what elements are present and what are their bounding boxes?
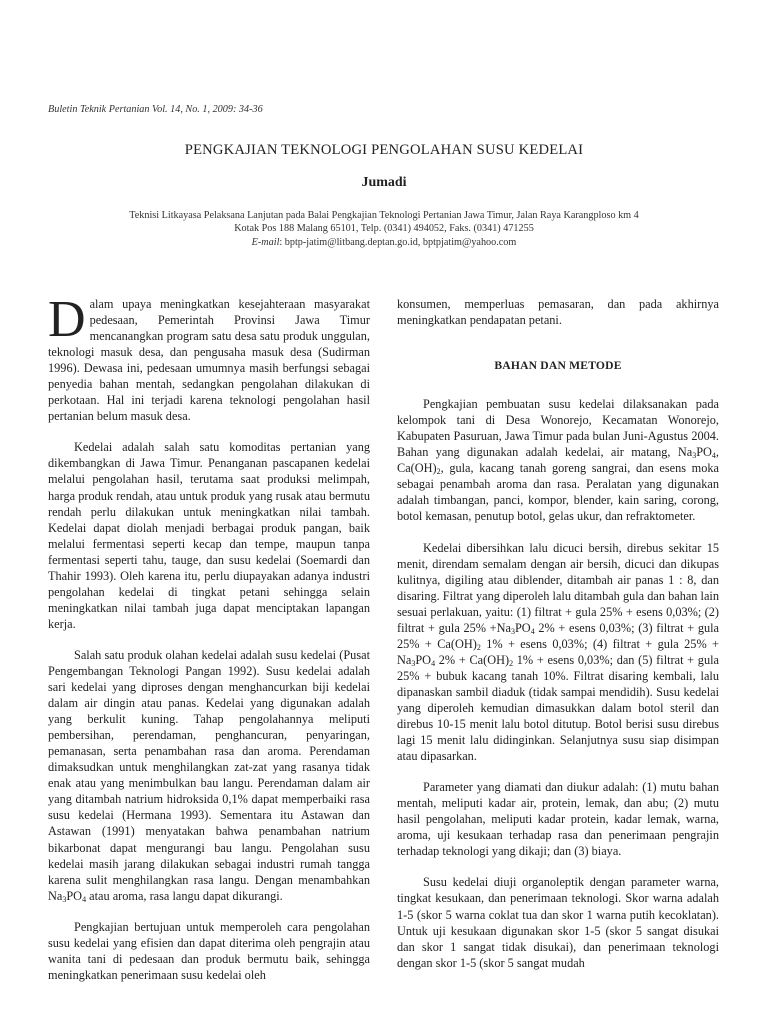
email-label: E-mail bbox=[251, 236, 280, 248]
intro-paragraph-3-text-b: PO bbox=[66, 888, 83, 903]
methods-p2-text-e: PO bbox=[415, 652, 432, 667]
author-name: Jumadi bbox=[361, 175, 407, 190]
drop-cap: D bbox=[48, 291, 86, 348]
methods-p2-text-a: Kedelai dibersihkan lalu dicuci bersih, direbus sekitar 15 menit, direndam semalam dengan air bersih, dicuci dan dikupas kulitnya, digiling atau diblender, ditambah air panas 1 : 8, dan disaring. Filtrat yang diperoleh lalu ditambah gula dan bahan lain sesuai perlakuan, yaitu: (1) filtrat + gula 25% + esens 0,03%; (2) filtrat + gula 25% +Na bbox=[397, 540, 719, 635]
subscript: 4 bbox=[530, 626, 535, 636]
journal-citation: Buletin Teknik Pertanian Vol. 14, No. 1, 2009: 34-36 bbox=[48, 104, 263, 115]
affiliation-email bbox=[60, 236, 708, 249]
left-column bbox=[48, 291, 370, 998]
intro-paragraph-3-text-c: atau aroma, rasa langu dapat dikurangi. bbox=[86, 888, 283, 903]
intro-paragraph-2: Kedelai adalah salah satu komoditas pertanian yang dikembangkan di Jawa Timur. Penanganan pascapanen kedelai melalui pengolahan hasil, terutama saat produksi melimpah, harga produk rendah, atau untuk produk yang rusak atau bermutu rendah perlu dilakukan untuk meningkatkan nilai tambah. Kedelai dapat diolah menjadi berbagai produk pangan, baik melalui fermentasi seperti kecap dan tempe, maupun tanpa fermentasi seperti tahu, tauge, dan susu kedelai (Soemardi dan Thahir 1993). Oleh karena itu, perlu diupayakan adanya industri pengolahan kedelai di tingkat petani sehingga selain meningkatkan nilai tambah juga dapat menciptakan lapangan kerja. bbox=[48, 440, 370, 631]
methods-paragraph-3: Parameter yang diamati dan diukur adalah: (1) mutu bahan mentah, meliputi kadar air, protein, lemak, dan abu; (2) mutu hasil pengolahan, meliputi kadar protein, kadar lemak, warna, aroma, uji kesukaan terhadap rasa dan penerimaan pengrajin terhadap teknologi yang dikaji; dan (3) biaya. bbox=[397, 780, 719, 859]
subscript: 4 bbox=[82, 894, 87, 904]
subscript: 3 bbox=[411, 658, 416, 668]
intro-paragraph-1 bbox=[48, 291, 370, 424]
methods-paragraph-4: Susu kedelai diuji organoleptik dengan parameter warna, tingkat kesukaan, dan penerimaan teknologi. Skor warna adalah 1-5 (skor 5 warna coklat tua dan skor 1 warna putih kecoklatan). Untuk uji kesukaan digunakan skor 1-5 (skor 5 sangat disukai dan skor 1 sangat tidak disukai), dan penerimaan teknologi dengan skor 1-5 (skor 5 sangat mudah bbox=[397, 875, 719, 970]
subscript: 3 bbox=[692, 451, 697, 461]
methods-p2-text-d: 1% + esens 0,03%; (4) filtrat + gula 25% + Na bbox=[397, 636, 719, 667]
methods-p1-text-d: , gula, kacang tanah goreng sangrai, dan esens moka sebagai penambah aroma dan rasa. Peralatan yang digunakan adalah timbangan, panci, kompor, blender, kain saring, corong, botol kemasan, penutup botol, gelas ukur, dan refraktometer. bbox=[397, 461, 719, 524]
subscript: 2 bbox=[509, 658, 514, 668]
intro-paragraph-3-text-a: Salah satu produk olahan kedelai adalah susu kedelai (Pusat Pengembangan Teknologi Pangan 1992). Susu kedelai adalah sari kedelai yang diproses dengan menghancurkan biji kedelai dalam air dingin atau panas. Kedelai yang digunakan adalah yang berkulit kuning. Tahap pengolahannya meliputi pembersihan, perendaman, penghancuran, penyaringan, pemanasan, serta penambahan rasa dan aroma. Perendaman dimaksudkan untuk menghilangkan zat-zat yang rasanya tidak enak atau yang menimbulkan bau langu. Perendaman dalam air yang ditambah natrium hidroksida 0,1% dapat memperbaiki rasa susu kedelai (Hermana 1993). Sementara itu Astawan dan Astawan (1991) menyatakan bahwa penambahan natrium bikarbonat dapat mengurangi bau langu. Pengolahan susu kedelai masih jarang dilakukan sebagai industri rumah tangga karena sulit menghilangkan rasa langu. Dengan menambahkan Na bbox=[48, 647, 370, 903]
author-affiliation bbox=[60, 209, 708, 249]
article-title: PENGKAJIAN TEKNOLOGI PENGOLAHAN SUSU KEDELAI bbox=[184, 142, 584, 158]
methods-p2-text-b: PO bbox=[514, 620, 531, 635]
methods-p2-text-g: 1% + esens 0,03%; dan (5) filtrat + gula 25% + bubuk kacang tanah 10%. Filtrat disaring kembali, lalu dipanaskan sambil diaduk (tidak sampai mendidih). Susu kedelai yang diperoleh kemudian dimasukkan dalam botol steril dan direbus 10-15 menit lalu botol ditutup. Botol berisi susu direbus lagi 15 menit lalu didinginkan. Selanjutnya susu siap disimpan atau dipasarkan. bbox=[397, 652, 719, 764]
methods-p2-text-c: 2% + esens 0,03%; (3) filtrat + gula 25% + Ca(OH) bbox=[397, 620, 720, 651]
methods-p1-text-c: , Ca(OH) bbox=[397, 445, 719, 476]
subscript: 3 bbox=[62, 894, 67, 904]
email-value: : bptp-jatim@litbang.deptan.go.id, bptpjatim@yahoo.com bbox=[279, 236, 517, 248]
subscript: 3 bbox=[510, 626, 515, 636]
affiliation-line-2: Kotak Pos 188 Malang 65101, Telp. (0341) 494052, Faks. (0341) 471255 bbox=[234, 223, 534, 235]
intro-paragraph-4: Pengkajian bertujuan untuk memperoleh cara pengolahan susu kedelai yang efisien dan dapat diterima oleh pengrajin atau wanita tani di pedesaan dan produk bermutu baik, sehingga meningkatkan penerimaan susu kedelai oleh bbox=[48, 919, 370, 982]
methods-p2-text-f: 2% + Ca(OH) bbox=[435, 652, 510, 667]
subscript: 4 bbox=[431, 658, 436, 668]
affiliation-line-1: Teknisi Litkayasa Pelaksana Lanjutan pada Balai Pengkajian Teknologi Pertanian Jawa Timur, Jalan Raya Karangploso km 4 bbox=[129, 210, 639, 221]
section-heading-methods: BAHAN DAN METODE bbox=[494, 359, 622, 373]
intro-paragraph-1-text: alam upaya meningkatkan kesejahteraan masyarakat pedesaan, Pemerintah Provinsi Jawa Timur mencanangkan program satu desa satu produk unggulan, teknologi masuk desa, dan pengusaha masuk desa (Sudirman 1996). Dewasa ini, pedesaan umumnya masih berfungsi sebagai penyedia bahan mentah, sedangkan pengolahan dilakukan di perkotaan. Hal ini terjadi karena teknologi pengolahan hasil pertanian belum masuk desa. bbox=[48, 297, 370, 424]
intro-paragraph-3 bbox=[48, 647, 370, 904]
methods-p1-text-b: PO bbox=[696, 445, 712, 460]
methods-paragraph-1 bbox=[397, 396, 719, 524]
methods-paragraph-2 bbox=[397, 540, 719, 765]
subscript: 2 bbox=[436, 467, 441, 477]
intro-paragraph-4-continued: konsumen, memperluas pemasaran, dan pada akhirnya meningkatkan pendapatan petani. bbox=[397, 297, 719, 328]
right-column bbox=[397, 296, 719, 986]
subscript: 2 bbox=[476, 642, 481, 652]
methods-p1-text-a: Pengkajian pembuatan susu kedelai dilaksanakan pada kelompok tani di Desa Wonorejo, Kecamatan Wonorejo, Kabupaten Pasuruan, Jawa Timur pada bulan Juni-Agustus 2004. Bahan yang digunakan adalah kedelai, air matang, Na bbox=[397, 397, 719, 460]
subscript: 4 bbox=[711, 451, 716, 461]
